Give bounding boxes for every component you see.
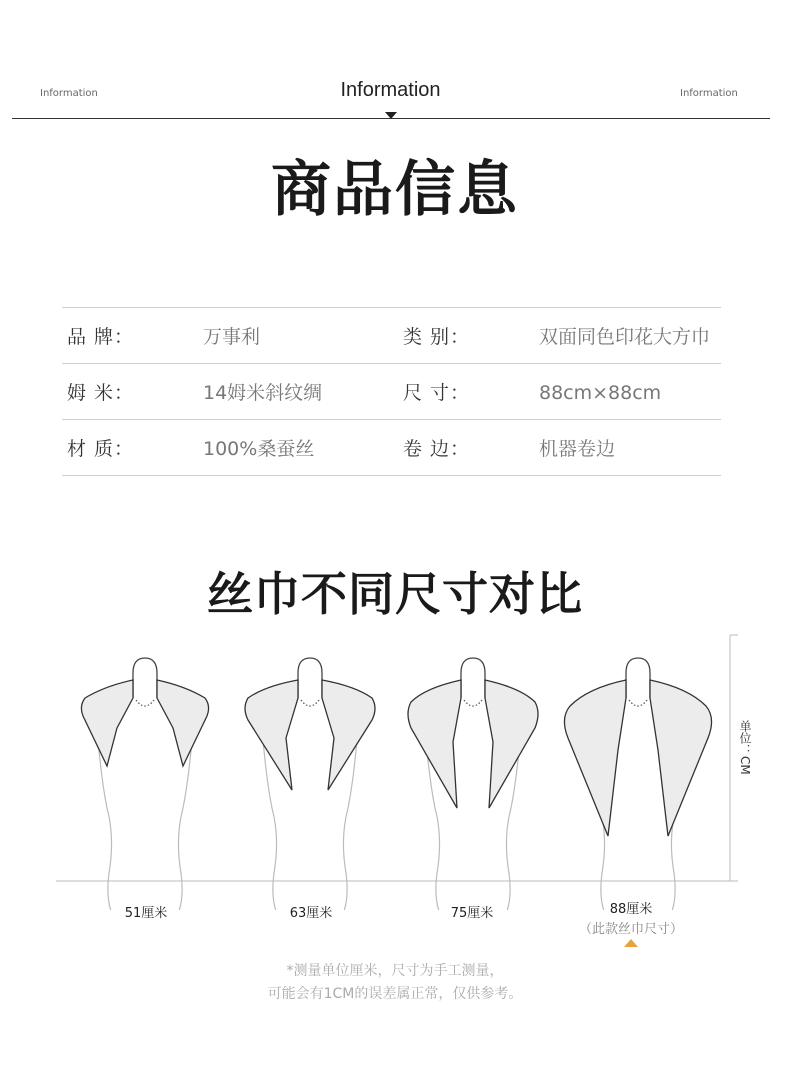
info-value: 100%桑蚕丝: [203, 438, 315, 460]
info-value: 88cm×88cm: [539, 382, 662, 404]
figure-label: 75厘米: [450, 906, 494, 921]
footnote-line: *测量单位厘米，尺寸为手工测量，: [286, 963, 504, 979]
info-label: 卷 边：: [403, 438, 471, 460]
info-label: 姆 米：: [67, 382, 135, 404]
info-value: 双面同色印花大方巾: [539, 326, 711, 348]
marker-triangle-icon: [624, 939, 638, 947]
info-row: [62, 420, 721, 476]
info-value: 14姆米斜纹绸: [203, 382, 323, 404]
unit-label: 单位：CM: [738, 720, 752, 775]
page-title: 商品信息: [271, 155, 519, 225]
scarf-size-illustration: [0, 620, 790, 910]
figure-label: 63厘米: [289, 906, 333, 921]
info-row: [62, 364, 721, 420]
compare-title: 丝巾不同尺寸对比: [207, 567, 583, 621]
info-label: 材 质：: [67, 438, 135, 460]
product-info-table: [62, 307, 721, 476]
figure-63: [245, 658, 375, 910]
caret-down-icon: [385, 112, 397, 119]
info-value: 万事利: [203, 326, 261, 348]
info-label: 类 别：: [403, 326, 471, 348]
info-label: 尺 寸：: [403, 382, 471, 404]
header-right-label: Information: [680, 88, 738, 99]
info-row: [62, 307, 721, 364]
figure-note: （此款丝巾尺寸）: [578, 922, 683, 937]
header-title: Information: [340, 79, 441, 101]
figure-label: 51厘米: [124, 906, 168, 921]
footnote: [0, 960, 790, 1006]
footnote-line: 可能会有1CM的误差属正常，仅供参考。: [267, 986, 523, 1002]
header-left-label: Information: [40, 88, 98, 99]
figure-75: [408, 658, 538, 910]
figure-51: [81, 658, 208, 910]
info-value: 机器卷边: [539, 438, 616, 460]
info-label: 品 牌：: [67, 326, 135, 348]
figure-label: 88厘米: [609, 902, 653, 917]
figure-88: [564, 658, 711, 910]
